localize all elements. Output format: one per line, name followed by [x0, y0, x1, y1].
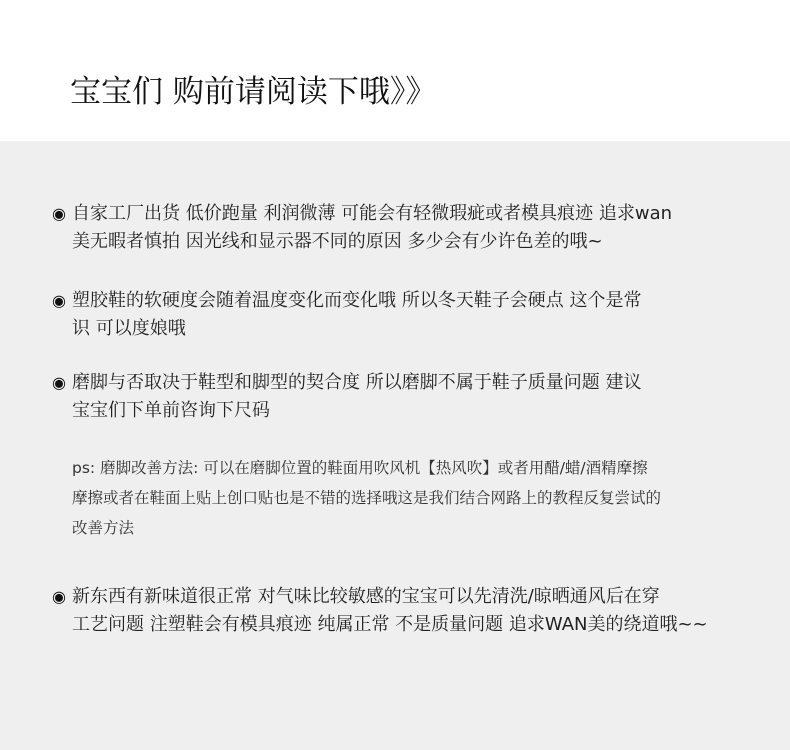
note-line: 识 可以度娘哦	[72, 318, 186, 339]
ps-line: 摩擦或者在鞋面上贴上创口贴也是不错的选择哦这是我们结合网路上的教程反复尝试的	[72, 489, 662, 507]
ps-line: 改善方法	[72, 519, 135, 537]
page-title: 宝宝们 购前请阅读下哦》》	[70, 74, 437, 110]
note-item-text	[72, 200, 767, 256]
bullet-icon: ◉	[52, 373, 66, 392]
note-line: 新东西有新味道很正常 对气味比较敏感的宝宝可以先清洗/晾晒通风后在穿	[72, 586, 660, 607]
header-section	[0, 0, 790, 141]
note-line: 宝宝们下单前咨询下尺码	[72, 400, 270, 421]
note-line: 工艺问题 注塑鞋会有模具痕迹 纯属正常 不是质量问题 追求WAN美的绕道哦~~	[72, 614, 708, 635]
note-item-text	[72, 287, 767, 343]
bullet-icon: ◉	[52, 587, 66, 606]
note-item-2	[52, 287, 767, 343]
note-line: 美无暇者慎拍 因光线和显示器不同的原因 多少会有少许色差的哦~	[72, 231, 603, 252]
note-line: 磨脚与否取决于鞋型和脚型的契合度 所以磨脚不属于鞋子质量问题 建议	[72, 372, 642, 393]
bullet-icon: ◉	[52, 291, 66, 310]
ps-note	[72, 453, 752, 543]
note-item-3	[52, 369, 767, 425]
note-item-text	[72, 583, 767, 639]
note-item-4	[52, 583, 767, 639]
note-item-text	[72, 369, 767, 425]
bullet-icon: ◉	[52, 204, 66, 223]
note-item-1	[52, 200, 767, 256]
notes-panel	[0, 141, 790, 750]
ps-line: ps: 磨脚改善方法: 可以在磨脚位置的鞋面用吹风机【热风吹】或者用醋/蜡/酒精摩擦	[72, 459, 648, 477]
note-line: 自家工厂出货 低价跑量 利润微薄 可能会有轻微瑕疵或者模具痕迹 追求wan	[72, 203, 673, 224]
note-line: 塑胶鞋的软硬度会随着温度变化而变化哦 所以冬天鞋子会硬点 这个是常	[72, 290, 642, 311]
